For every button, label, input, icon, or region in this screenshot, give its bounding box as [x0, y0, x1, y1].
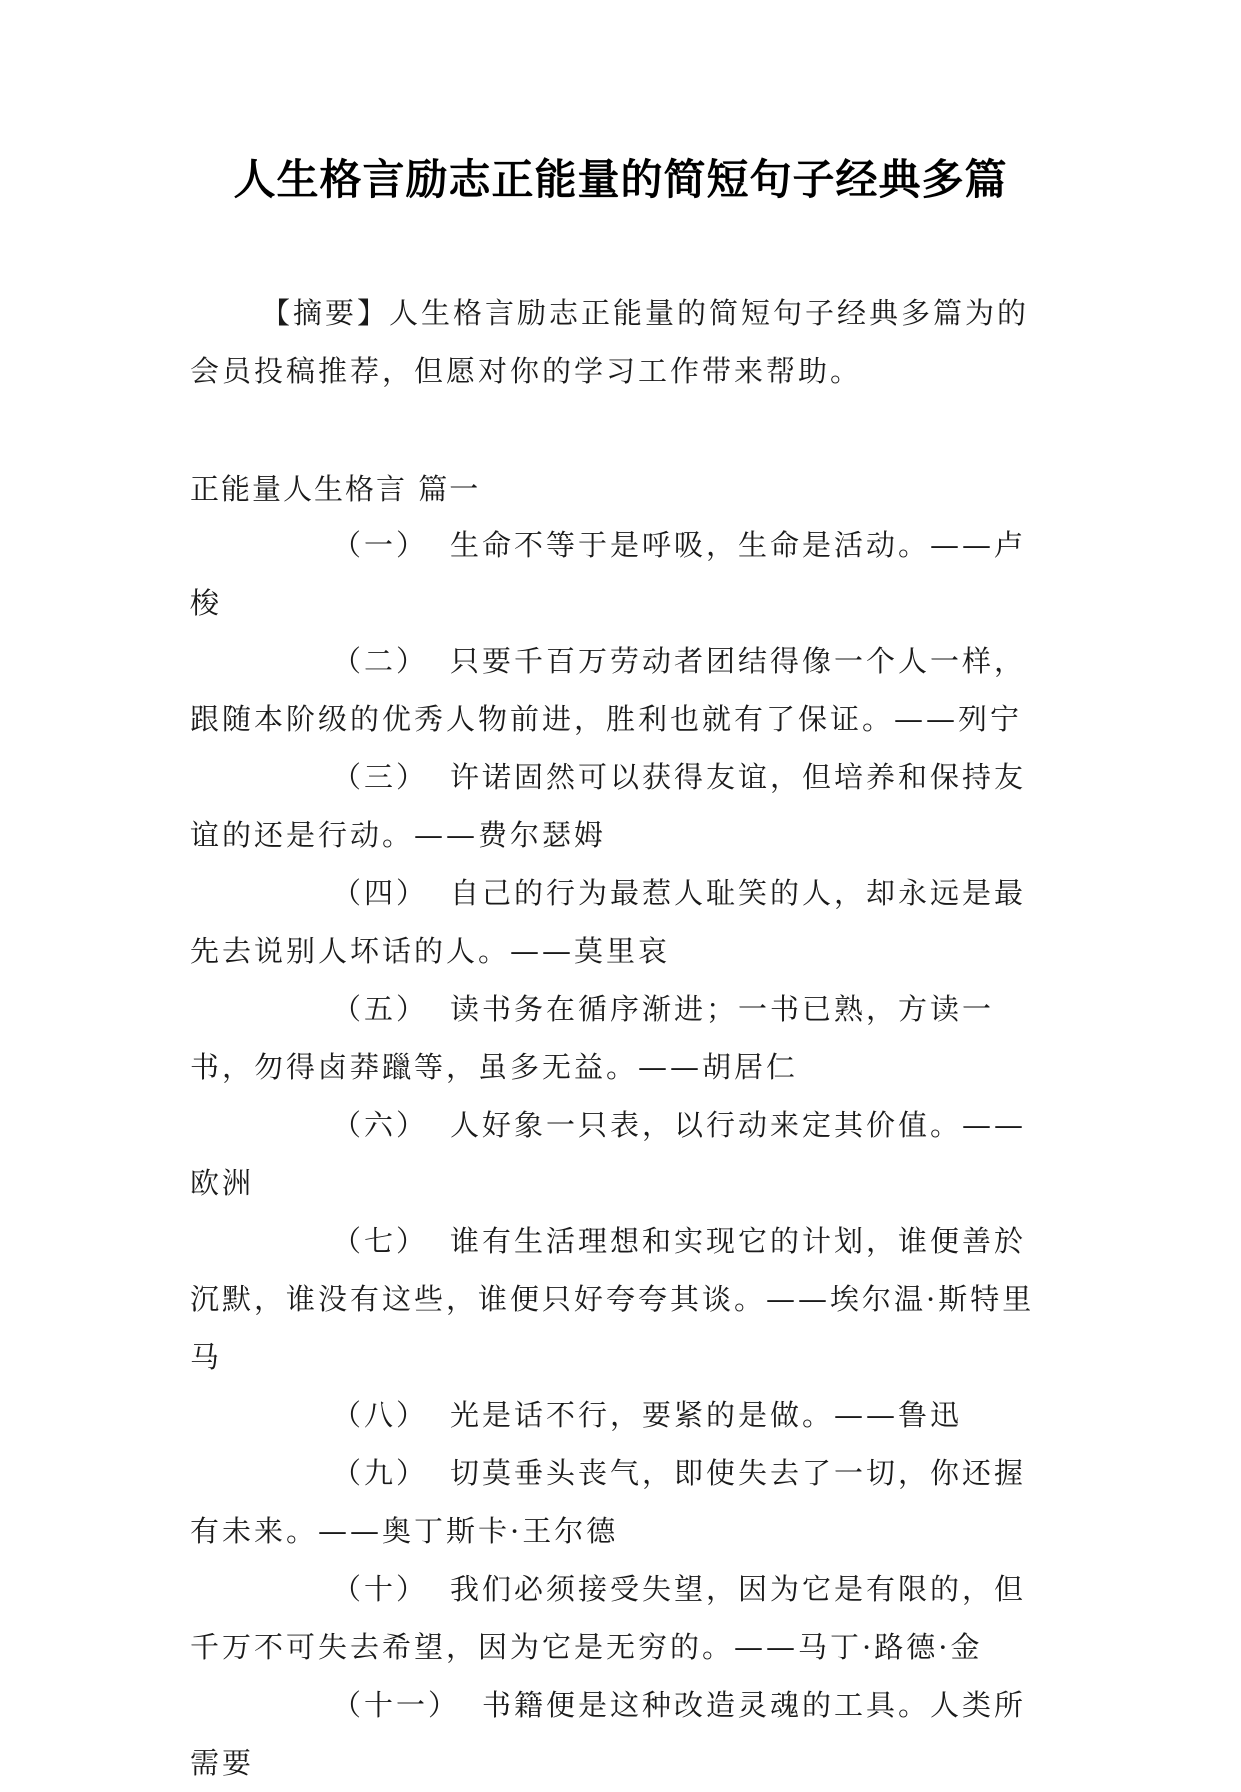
quote-item: [190, 1096, 1050, 1212]
section-heading: 正能量人生格言 篇一: [190, 472, 481, 506]
quote-text: 我们必须接受失望，因为它是有限的，但千万不可失去希望，因为它是无穷的。——马丁·路德·金: [190, 1572, 1027, 1664]
quote-number: （七）: [332, 1224, 429, 1258]
quote-text: 读书务在循序渐进；一书已熟，方读一书，勿得卤莽躐等，虽多无益。——胡居仁: [190, 992, 995, 1084]
quote-text: 切莫垂头丧气，即使失去了一切，你还握有未来。——奥丁斯卡·王尔德: [190, 1456, 1027, 1548]
quote-text: 光是话不行，要紧的是做。——鲁迅: [450, 1398, 963, 1432]
quote-item: [190, 1386, 1050, 1444]
quote-list: [190, 516, 1050, 1792]
document-title: 人生格言励志正能量的简短句子经典多篇: [233, 155, 1008, 204]
quote-number: （六）: [332, 1108, 429, 1142]
quote-number: （四）: [332, 876, 429, 910]
quote-text: 书籍便是这种改造灵魂的工具。人类所需要: [190, 1688, 1027, 1780]
quote-number: （十一）: [332, 1688, 461, 1722]
quote-item: [190, 1212, 1050, 1386]
quote-number: （一）: [332, 528, 429, 562]
quote-item: [190, 1560, 1050, 1676]
quote-text: 自己的行为最惹人耻笑的人，却永远是最先去说别人坏话的人。——莫里哀: [190, 876, 1027, 968]
quote-item: [190, 980, 1050, 1096]
quote-text: 谁有生活理想和实现它的计划，谁便善於沉默，谁没有这些，谁便只好夸夸其谈。——埃尔温·斯特里马: [190, 1224, 1035, 1374]
quote-text: 只要千百万劳动者团结得像一个人一样，跟随本阶级的优秀人物前进，胜利也就有了保证。——列宁: [190, 644, 1027, 736]
summary-paragraph: 【摘要】人生格言励志正能量的简短句子经典多篇为的会员投稿推荐，但愿对你的学习工作带来帮助。: [190, 296, 1030, 388]
quote-number: （二）: [332, 644, 429, 678]
quote-number: （十）: [332, 1572, 429, 1606]
quote-item: [190, 864, 1050, 980]
quote-item: [190, 516, 1050, 632]
quote-number: （五）: [332, 992, 429, 1026]
quote-item: [190, 1444, 1050, 1560]
quote-item: [190, 632, 1050, 748]
quote-text: 许诺固然可以获得友谊，但培养和保持友谊的还是行动。——费尔瑟姆: [190, 760, 1027, 852]
quote-text: 生命不等于是呼吸，生命是活动。——卢梭: [190, 528, 1027, 620]
quote-number: （九）: [332, 1456, 429, 1490]
quote-item: [190, 748, 1050, 864]
quote-text: 人好象一只表，以行动来定其价值。——欧洲: [190, 1108, 1027, 1200]
quote-number: （八）: [332, 1398, 429, 1432]
quote-number: （三）: [332, 760, 429, 794]
quote-item: [190, 1676, 1050, 1792]
